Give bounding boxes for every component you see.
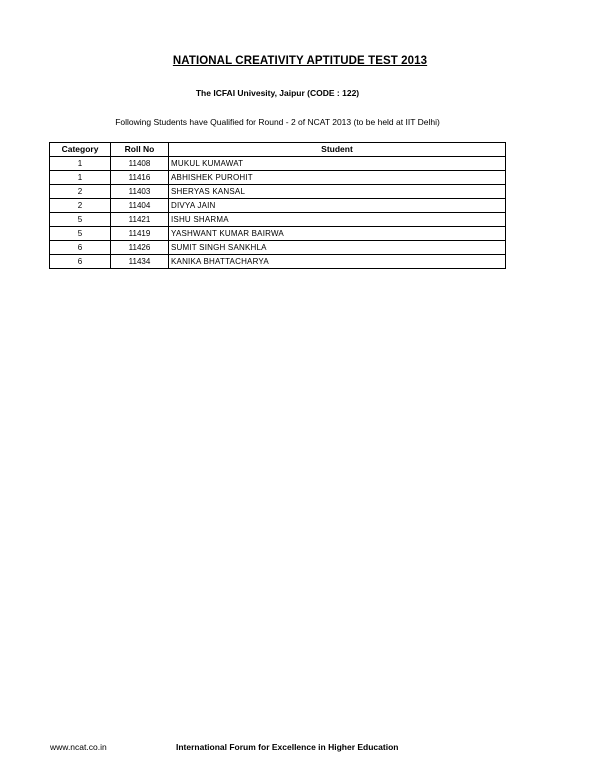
table-row [50,213,506,227]
header-category: Category [50,143,111,157]
document-title: NATIONAL CREATIVITY APTITUDE TEST 2013 [172,55,428,67]
cell-category: 6 [50,255,111,269]
cell-student: KANIKA BHATTACHARYA [169,255,506,269]
table-row [50,227,506,241]
cell-student: SUMIT SINGH SANKHLA [169,241,506,255]
table-header-row [50,143,506,157]
cell-category: 5 [50,227,111,241]
cell-roll-no: 11426 [111,241,169,255]
cell-roll-no: 11421 [111,213,169,227]
cell-student: MUKUL KUMAWAT [169,157,506,171]
table-row [50,255,506,269]
cell-roll-no: 11403 [111,185,169,199]
institution-subtitle: The ICFAI Univesity, Jaipur (CODE : 122) [195,88,360,98]
cell-roll-no: 11408 [111,157,169,171]
qualification-notice: Following Students have Qualified for Round - 2 of NCAT 2013 (to be held at IIT Delhi) [115,117,440,127]
header-student: Student [169,143,506,157]
table-row [50,157,506,171]
table-row [50,171,506,185]
cell-student: ABHISHEK PUROHIT [169,171,506,185]
cell-category: 2 [50,185,111,199]
cell-student: YASHWANT KUMAR BAIRWA [169,227,506,241]
cell-student: ISHU SHARMA [169,213,506,227]
qualified-students-table [49,142,506,269]
cell-category: 1 [50,171,111,185]
table-row [50,185,506,199]
cell-category: 1 [50,157,111,171]
table-row [50,199,506,213]
footer-organization: International Forum for Excellence in Higher Education [176,742,399,752]
header-roll-no: Roll No [111,143,169,157]
cell-category: 2 [50,199,111,213]
cell-roll-no: 11404 [111,199,169,213]
cell-roll-no: 11434 [111,255,169,269]
cell-student: SHERYAS KANSAL [169,185,506,199]
footer-website: www.ncat.co.in [50,742,107,752]
cell-roll-no: 11416 [111,171,169,185]
cell-category: 5 [50,213,111,227]
table-row [50,241,506,255]
cell-roll-no: 11419 [111,227,169,241]
cell-student: DIVYA JAIN [169,199,506,213]
cell-category: 6 [50,241,111,255]
